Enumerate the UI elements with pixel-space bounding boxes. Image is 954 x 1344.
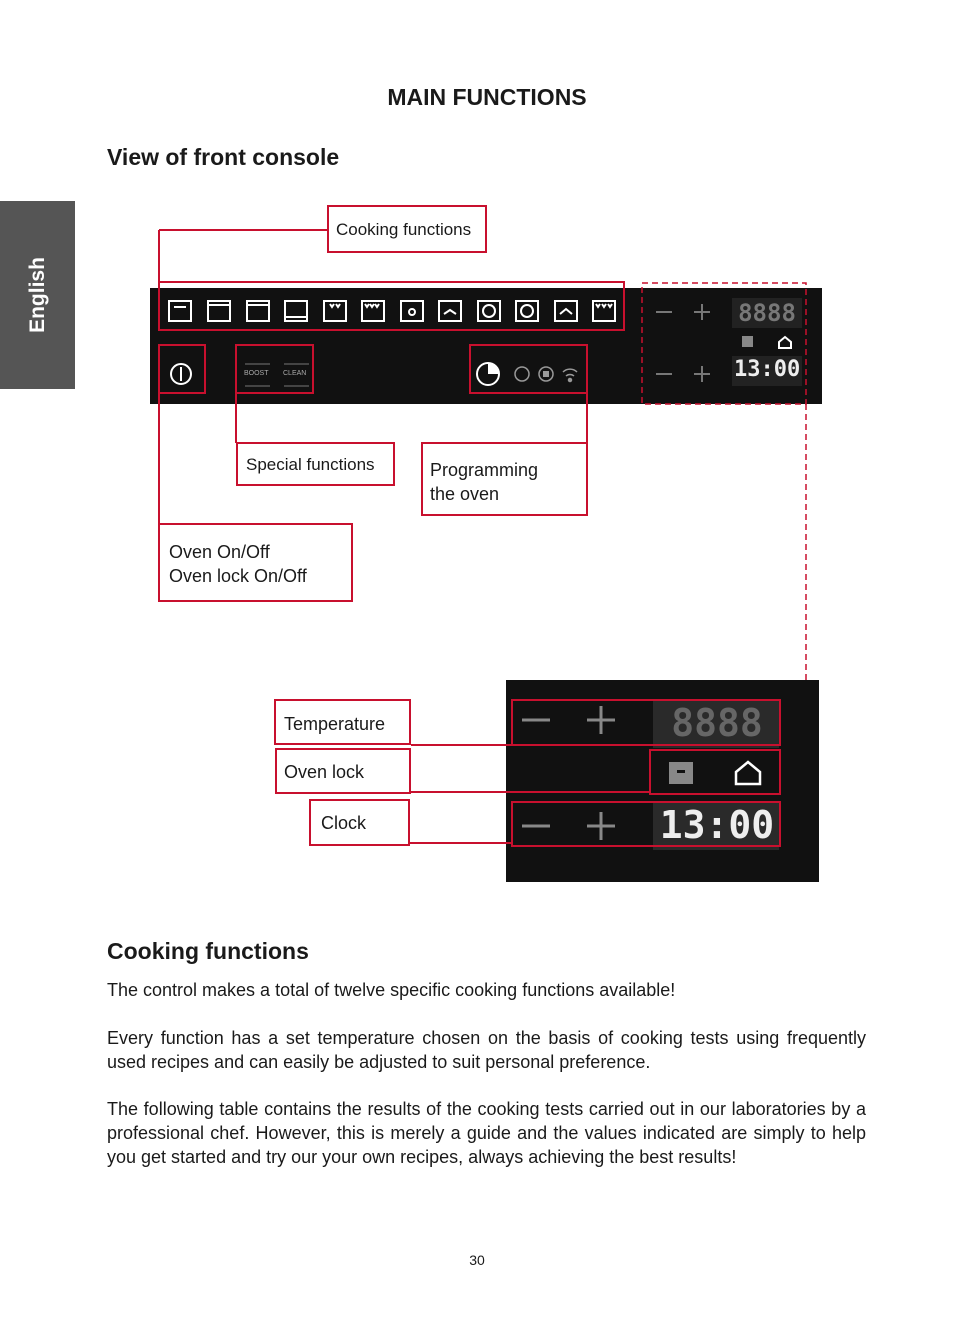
page-title: MAIN FUNCTIONS: [387, 84, 587, 110]
callout-temperature: Temperature: [274, 699, 411, 745]
paragraph-3: The following table contains the results of the cooking tests carried out in our laboratories by a professional chef. However, this is merely a guide and the values indicated are simply to help you get started and try our your own recipes, always achieving the best results!: [107, 1099, 866, 1167]
paragraph-2: Every function has a set temperature chosen on the basis of cooking tests using frequently used recipes and can easily be adjusted to suit personal preference.: [107, 1028, 866, 1072]
paragraph-1: The control makes a total of twelve specific cooking functions available!: [107, 980, 676, 1000]
temperature-display-small: 8888: [738, 299, 796, 327]
section-heading-cooking: Cooking functions: [107, 938, 309, 964]
callout-cooking-functions: Cooking functions: [327, 205, 487, 253]
temperature-display: 8888: [671, 701, 763, 745]
callout-clock: Clock: [309, 799, 410, 846]
oven-lock-icon: [669, 762, 693, 784]
clean-button: CLEAN: [283, 370, 307, 377]
section-heading-console: View of front console: [107, 144, 340, 170]
callout-oven-lock: Oven lock: [275, 748, 411, 794]
language-tab-label: English: [25, 257, 49, 333]
callout-special-functions: Special functions: [236, 442, 395, 486]
callout-onoff: Oven On/Off Oven lock On/Off: [158, 523, 353, 602]
callout-programming: Programming the oven: [421, 442, 588, 516]
boost-button: BOOST: [244, 370, 269, 377]
oven-lock-icon-small: [742, 336, 753, 347]
page-number: 30: [469, 1252, 485, 1268]
clock-display-small: 13:00: [734, 357, 801, 382]
clock-display: 13:00: [659, 803, 775, 847]
